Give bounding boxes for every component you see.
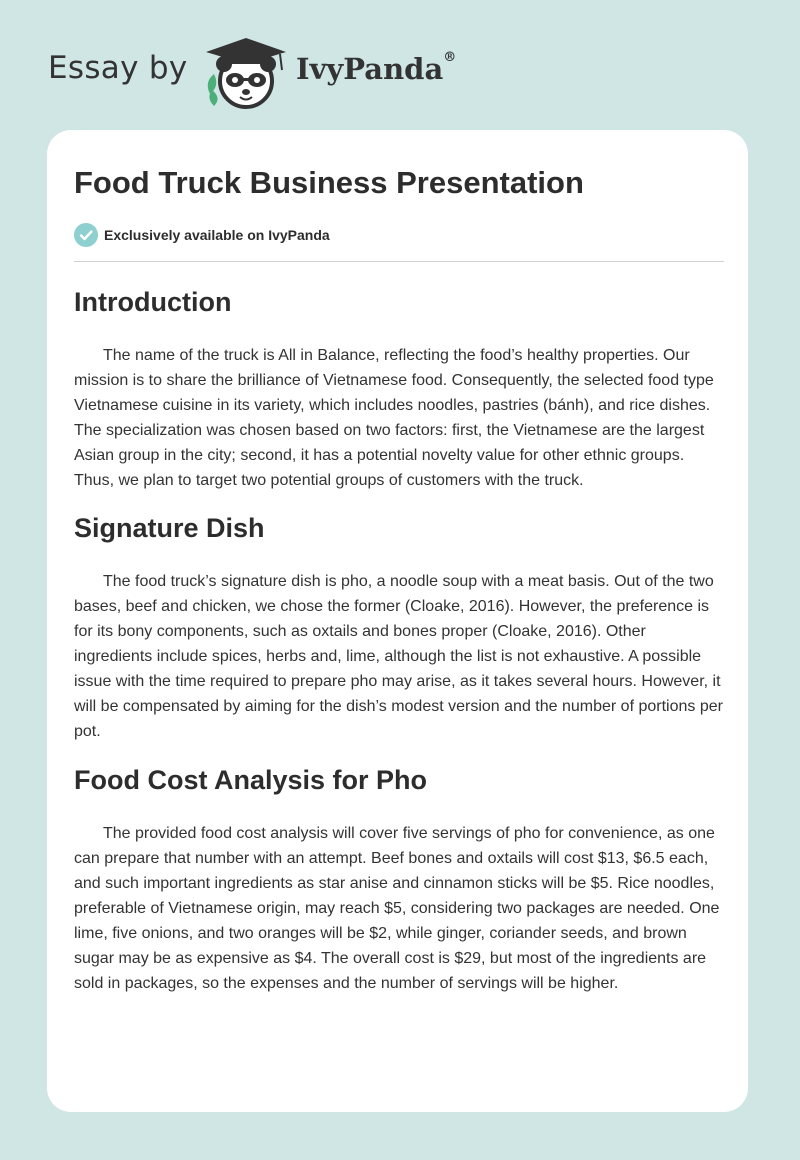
section-paragraph-signature-dish: The food truck’s signature dish is pho, a noodle soup with a meat basis. Out of the two bases, beef and chicken, we chose the former (Cloake, 2016). However, the preference is for its bony components, such as oxtails and bones proper (Cloake, 2016). Other ingredients include spices, herbs and, lime, although the list is not exhaustive. A possible issue with the time required to prepare pho may arise, as it takes several hours. However, it will be compensated by aiming for the dish’s modest version and the number of portions per pot.	[74, 573, 723, 740]
page-title: Food Truck Business Presentation	[74, 165, 584, 200]
panda-graduate-icon[interactable]	[200, 34, 292, 110]
section-paragraph-introduction: The name of the truck is All in Balance, reflecting the food’s healthy properties. Our mission is to share the brilliance of Vietnamese food. Consequently, the selected food type Vietnamese cuisine in its variety, which includes noodles, pastries (bánh), and rice dishes. The specialization was chosen based on two factors: first, the Vietnamese are the largest Asian group in the city; second, it has a potential novelty value for other ethnic groups. Thus, we plan to target two potential groups of customers with the truck.	[74, 347, 714, 489]
document-card	[47, 130, 748, 1112]
section-heading-signature-dish: Signature Dish	[74, 513, 265, 543]
site-header	[0, 0, 800, 130]
section-paragraph-food-cost: The provided food cost analysis will cover five servings of pho for convenience, as one can prepare that number with an attempt. Beef bones and oxtails will cost $13, $6.5 each, and such important ingredients as star anise and cinnamon sticks will be $5. Rice noodles, preferable of Vietnamese origin, may reach $5, considering two packages are needed. One lime, five onions, and two oranges will be $2, while ginger, coriander seeds, and brown sugar may be as expensive as $4. The overall cost is $29, but most of the ingredients are sold in packages, so the expenses and the number of servings will be higher.	[74, 825, 720, 992]
exclusive-badge	[74, 222, 330, 248]
check-circle-icon	[74, 223, 98, 247]
divider	[74, 261, 724, 262]
essay-by-label: Essay by	[48, 50, 188, 86]
badge-label: Exclusively available on IvyPanda	[104, 227, 330, 243]
brand-name[interactable]: IvyPanda®	[296, 50, 457, 86]
section-heading-introduction: Introduction	[74, 287, 232, 317]
section-heading-food-cost: Food Cost Analysis for Pho	[74, 765, 428, 795]
